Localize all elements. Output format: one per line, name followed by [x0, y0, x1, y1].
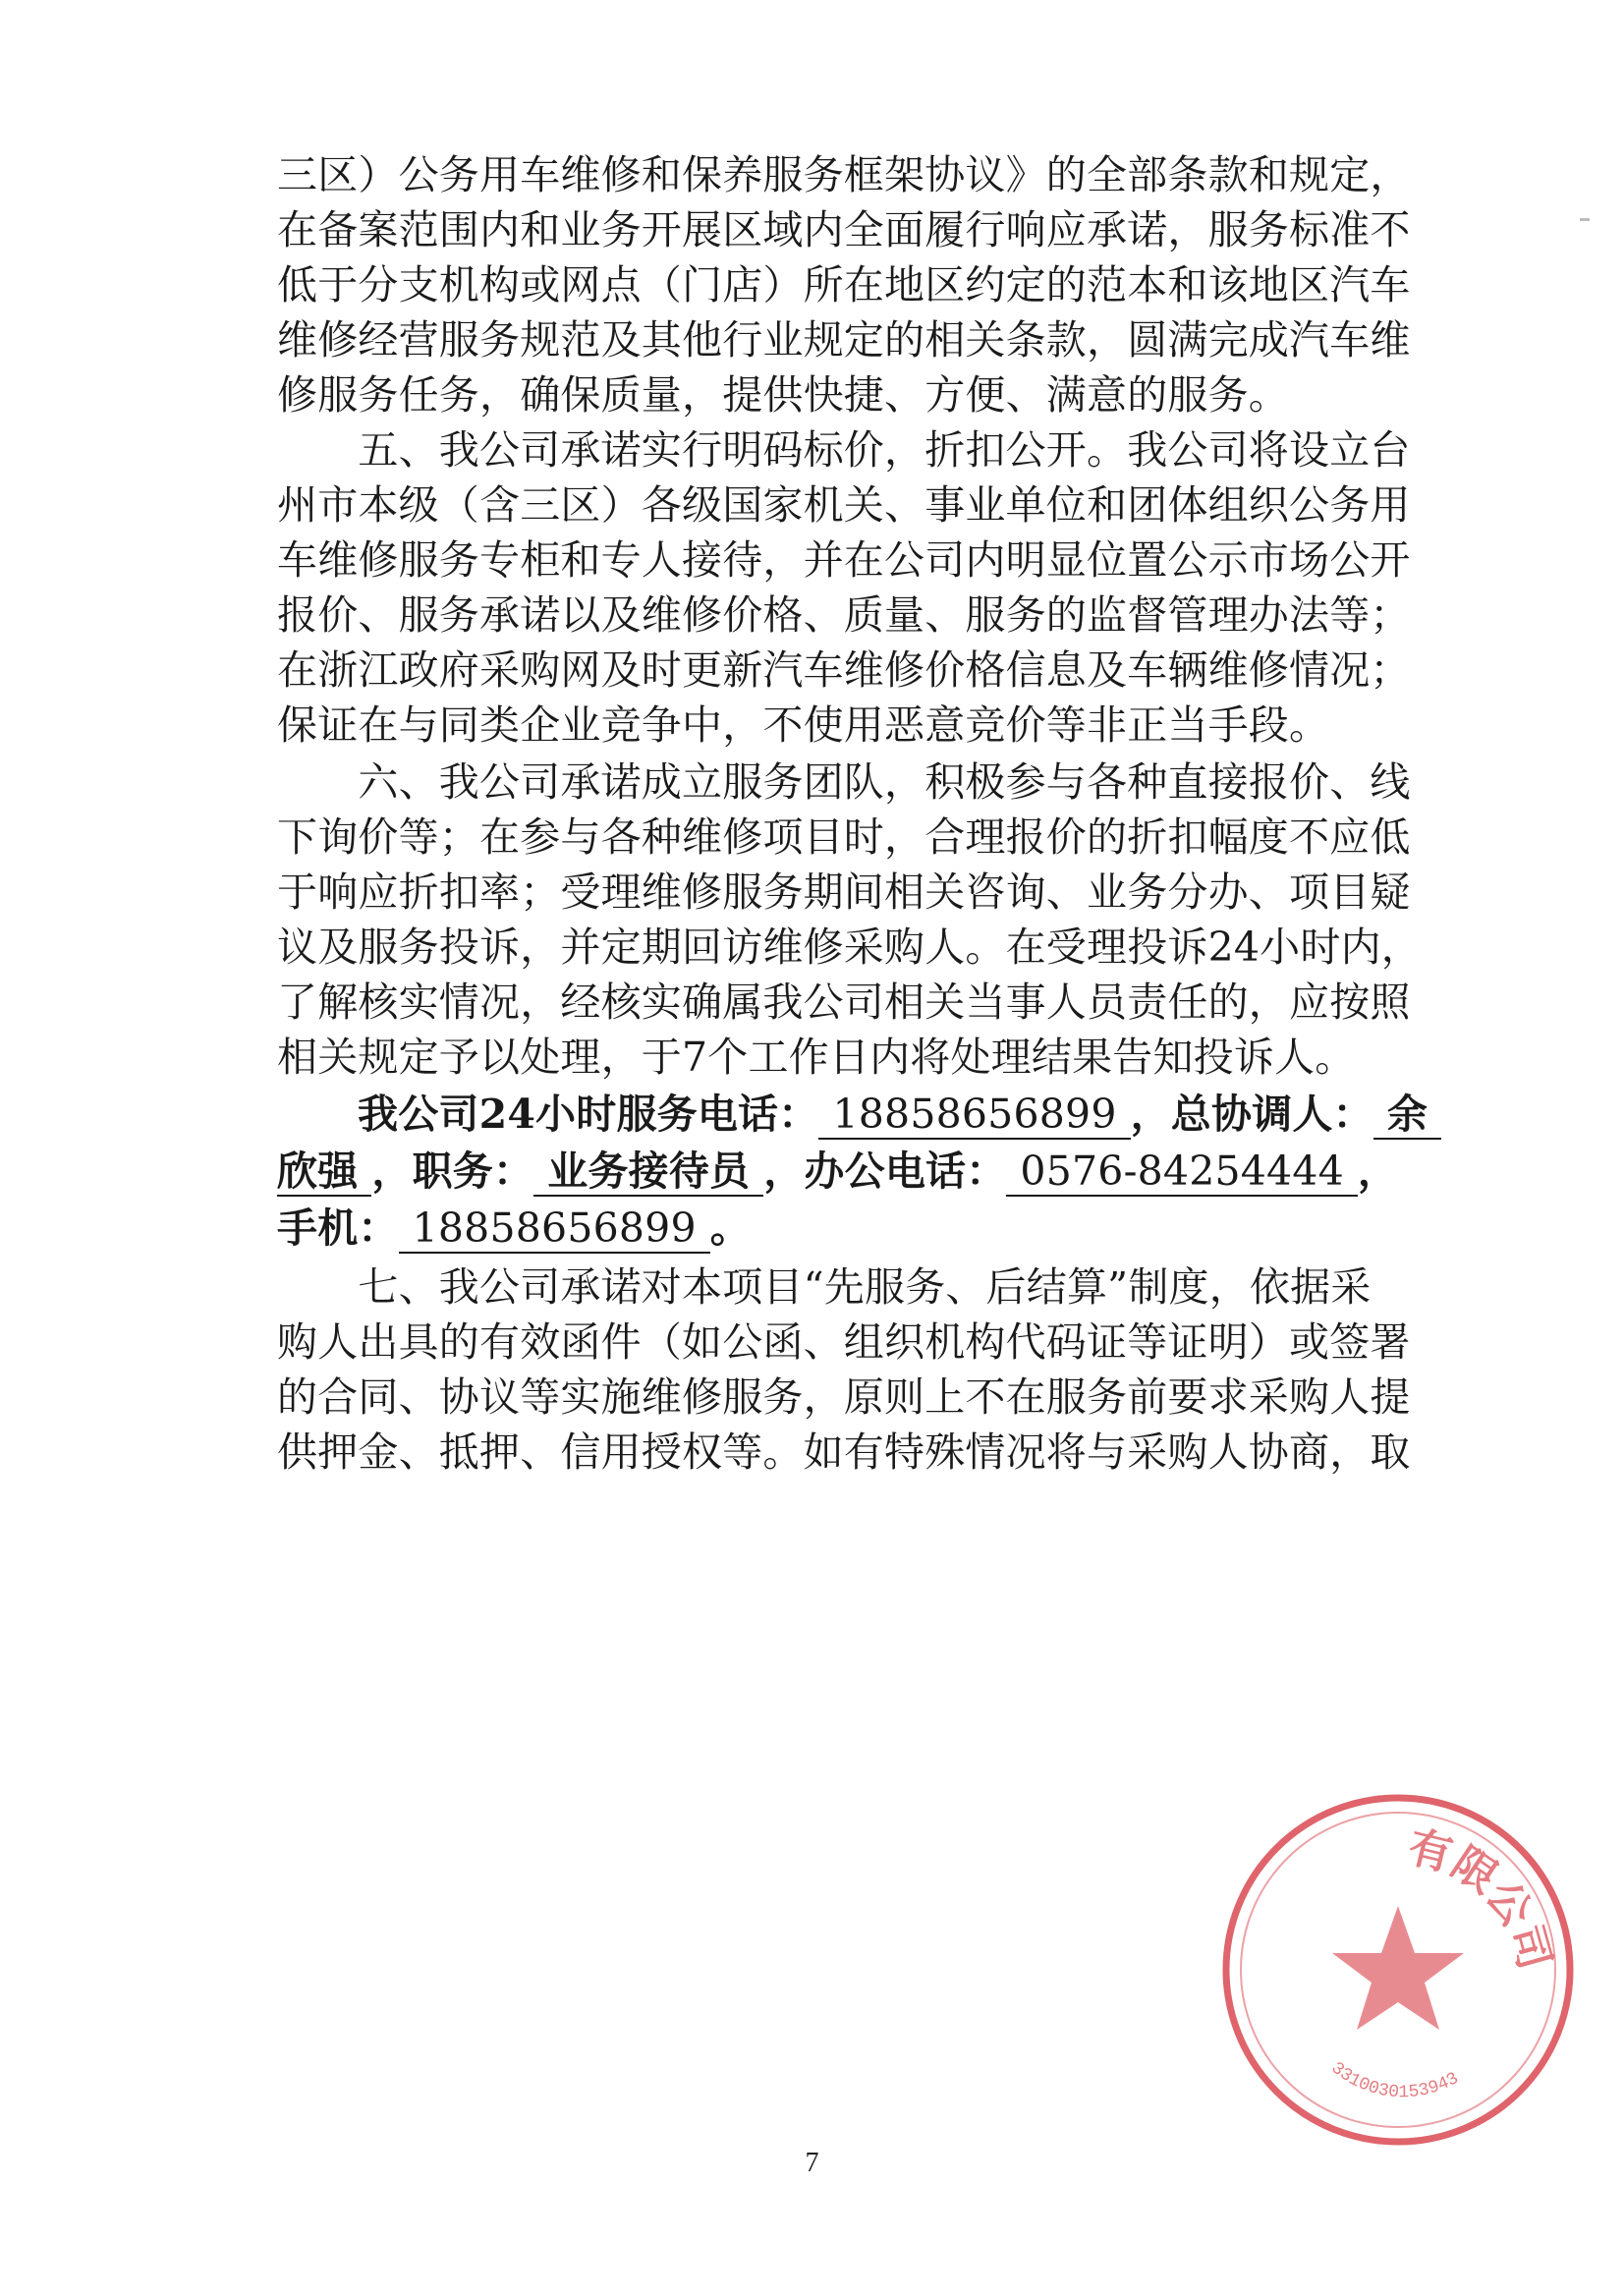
contact-line-1	[277, 1087, 1428, 1142]
mobile-value: 18858656899	[399, 1204, 710, 1254]
text-line: 相关规定予以处理，于7个工作日内将处理结果告知投诉人。	[277, 1034, 1356, 1081]
text-line: 低于分支机构或网点（门店）所在地区约定的范本和该地区汽车	[277, 261, 1411, 308]
position-label: ，职务：	[371, 1148, 534, 1195]
text-line: 在备案范围内和业务开展区域内全面履行响应承诺，服务标准不	[277, 206, 1411, 253]
office-phone-value: 0576-84254444	[1006, 1148, 1357, 1197]
service-phone-label: 我公司24小时服务电话：	[358, 1091, 819, 1138]
text-line: 下询价等；在参与各种维修项目时，合理报价的折扣幅度不应低	[277, 813, 1411, 861]
coordinator-name-part1: 余	[1373, 1091, 1441, 1140]
paragraph-5-start: 五、我公司承诺实行明码标价，折扣公开。我公司将设立台	[277, 426, 1411, 474]
coordinator-name-part2: 欣强	[277, 1148, 371, 1197]
company-seal-stamp	[1216, 1788, 1580, 2152]
text-line: 州市本级（含三区）各级国家机关、事业单位和团体组织公务用	[277, 481, 1411, 529]
contact-line-2	[277, 1144, 1399, 1199]
text-line: 了解核实情况，经核实确属我公司相关当事人员责任的，应按照	[277, 979, 1411, 1026]
seal-text: 有限公司	[1403, 1822, 1559, 1975]
text-line: 保证在与同类企业竞争中，不使用恶意竞价等非正当手段。	[277, 701, 1330, 749]
page-number: 7	[805, 2148, 819, 2178]
text-line: 车维修服务专柜和专人接待，并在公司内明显位置公示市场公开	[277, 536, 1411, 584]
paragraph-6-start: 六、我公司承诺成立服务团队，积极参与各种直接报价、线	[277, 758, 1411, 806]
text-line: 的合同、协议等实施维修服务，原则上不在服务前要求采购人提	[277, 1373, 1411, 1421]
seal-code: 3310030153943	[1326, 2058, 1463, 2103]
office-phone-label: ，办公电话：	[763, 1148, 1007, 1195]
mobile-label: 手机：	[277, 1204, 399, 1252]
mobile-end: 。	[709, 1204, 751, 1252]
text-line: 供押金、抵押、信用授权等。如有特殊情况将与采购人协商，取	[277, 1428, 1411, 1476]
text-line: 三区）公务用车维修和保养服务框架协议》的全部条款和规定，	[277, 151, 1411, 198]
text-line: 购人出具的有效函件（如公函、组织机构代码证等证明）或签署	[277, 1318, 1411, 1366]
contact-line-3	[277, 1201, 1358, 1256]
scan-speck	[1580, 218, 1590, 221]
paragraph-7-start: 七、我公司承诺对本项目“先服务、后结算”制度，依据采	[277, 1263, 1372, 1311]
coordinator-label: ，总协调人：	[1130, 1091, 1373, 1138]
text-line: 修服务任务，确保质量，提供快捷、方便、满意的服务。	[277, 371, 1289, 419]
text-line: 报价、服务承诺以及维修价格、质量、服务的监督管理办法等；	[277, 591, 1411, 639]
text-line: 维修经营服务规范及其他行业规定的相关条款，圆满完成汽车维	[277, 316, 1411, 364]
office-phone-end: ，	[1357, 1148, 1399, 1195]
text-line: 议及服务投诉，并定期回访维修采购人。在受理投诉24小时内，	[277, 924, 1422, 971]
text-line: 于响应折扣率；受理维修服务期间相关咨询、业务分办、项目疑	[277, 868, 1411, 916]
svg-text:3310030153943	[1327, 2058, 1463, 2102]
service-phone-value: 18858656899	[818, 1091, 1130, 1140]
text-line: 在浙江政府采购网及时更新汽车维修价格信息及车辆维修情况；	[277, 646, 1411, 694]
svg-text:有限公司	[1404, 1822, 1559, 1974]
position-value: 业务接待员	[533, 1148, 763, 1197]
